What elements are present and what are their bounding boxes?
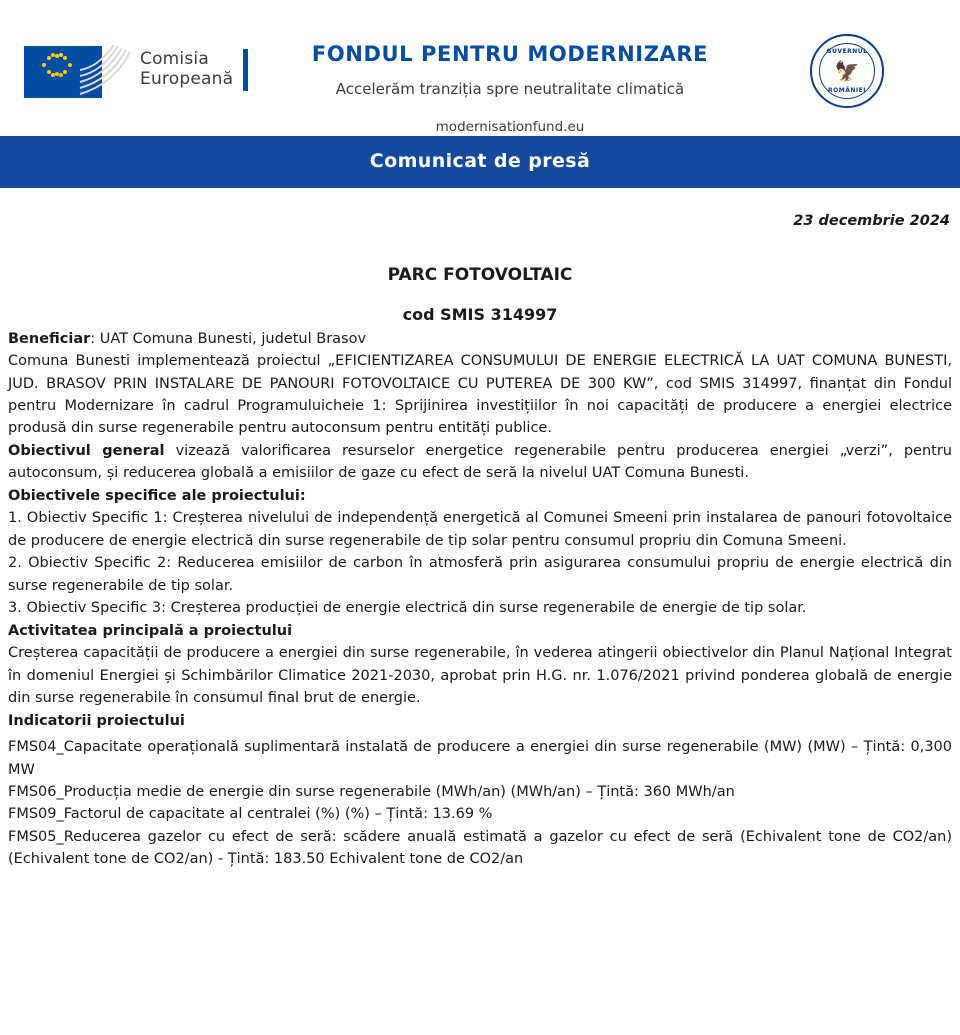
beneficiary-label: Beneficiar bbox=[8, 330, 91, 347]
document-body bbox=[0, 188, 960, 881]
beneficiary-value: : UAT Comuna Bunesti, judetul Brasov bbox=[90, 330, 367, 347]
page-subtitle: cod SMIS 314997 bbox=[402, 304, 558, 324]
specific-objective-2: 2. Obiectiv Specific 2: Reducerea emisiilor de carbon în atmosferă prin asigurarea consumului propriu de energie electrică din surse regenerabile de tip solar. bbox=[8, 555, 952, 594]
indicator-fms05: FMS05_Reducerea gazelor cu efect de seră: scădere anuală estimată a gazelor cu efect de seră (Echivalent tone de CO2/an) (Echivalent tone de CO2/an) - Țintă: 183.50 Echivalent tone de CO2/an bbox=[8, 828, 952, 868]
eu-swoosh-icon bbox=[78, 40, 136, 100]
indicator-fms09: FMS09_Factorul de capacitate al centralei (%) (%) – Țintă: 13.69 % bbox=[8, 806, 493, 823]
general-objective-text: vizează valorificarea resurselor energetice regenerabile pentru producerea energiei „verzi”, pentru autoconsum, și reducerea globală a emisiilor de gaze cu efect de seră la nivelul UAT Comuna Bunesti. bbox=[8, 442, 953, 482]
fund-branding bbox=[268, 26, 752, 138]
eu-commission-logo bbox=[18, 26, 268, 100]
press-release-banner bbox=[0, 136, 960, 188]
indicators-list bbox=[8, 736, 952, 871]
specific-objective-3: 3. Obiectiv Specific 3: Creșterea producției de energie electrică din surse regenerabile de energie de tip solar. bbox=[8, 600, 807, 617]
fund-subtitle: Accelerăm tranziția spre neutralitate climatică bbox=[335, 79, 685, 98]
intro-paragraph: Comuna Bunesti implementează proiectul „EFICIENTIZAREA CONSUMULUI DE ENERGIE ELECTRICĂ LA UAT COMUNA BUNESTI, JUD. BRASOV PRIN INSTALARE DE PANOURI FOTOVOLTAICE CU PUTEREA DE 300 KW”, cod SMIS 314997, finanțat din Fondul pentru Modernizare în cadrul Programuluicheie 1: Sprijinirea investițiilor în noi capacități de producere a energiei electrice produsă din surse regenerabile pentru autoconsum pentru entități publice. bbox=[8, 353, 952, 437]
document-date: 23 decembrie 2024 bbox=[793, 213, 950, 229]
eu-flag-icon bbox=[18, 40, 136, 100]
seal-bottom-text: ROMÂNIEI bbox=[828, 86, 866, 94]
page-title: PARC FOTOVOLTAIC bbox=[387, 265, 573, 286]
main-activity-heading: Activitatea principală a proiectului bbox=[8, 622, 293, 639]
beneficiary-line bbox=[8, 328, 952, 350]
eu-logo-bar bbox=[243, 49, 248, 91]
eagle-icon: 🦅 bbox=[834, 59, 860, 83]
main-activity-text: Creșterea capacității de producere a energiei din surse regenerabile, în vederea atingerii obiectivelor din Planul Național Integrat în domeniul Energiei și Schimbărilor Climatice 2021-2030, aprobat prin H.G. nr. 1.076/2021 privind ponderea globală de energie din surse regenerabile în consumul final brut de energie. bbox=[8, 645, 952, 707]
seal-top-text: GUVERNUL bbox=[826, 48, 868, 55]
specific-objective-1: 1. Obiectiv Specific 1: Creșterea nivelului de independență energetică al Comunei Smeeni prin instalarea de panouri fotovoltaice de producere de energie electrică din surse regenerabile de tip solar pentru consumul propriu din Comuna Smeeni. bbox=[8, 510, 952, 549]
indicators-heading: Indicatorii proiectului bbox=[8, 712, 185, 729]
indicator-fms04: FMS04_Capacitate operațională suplimentară instalată de producere a energiei din surse regenerabile (MW) (MW) – Țintă: 0,300 MW bbox=[8, 739, 952, 778]
banner-title: Comunicat de presă bbox=[369, 150, 591, 173]
eu-label-line2: Europeană bbox=[140, 69, 234, 89]
specific-objectives-heading: Obiectivele specifice ale proiectului: bbox=[8, 487, 306, 504]
eu-label-line1: Comisia bbox=[140, 49, 209, 70]
indicator-fms06: FMS06_Producția medie de energie din surse regenerabile (MWh/an) (MWh/an) – Țintă: 360 MWh/an bbox=[8, 783, 735, 800]
document-header bbox=[0, 0, 960, 135]
eu-commission-label bbox=[136, 50, 233, 89]
general-objective-label: Obiectivul general bbox=[8, 442, 165, 459]
fund-website: modernisationfund.eu bbox=[435, 118, 585, 135]
government-seal-icon bbox=[810, 34, 884, 108]
fund-title: FONDUL PENTRU MODERNIZARE bbox=[311, 42, 709, 66]
romanian-government-logo bbox=[752, 26, 942, 108]
general-objective-paragraph bbox=[8, 440, 952, 485]
